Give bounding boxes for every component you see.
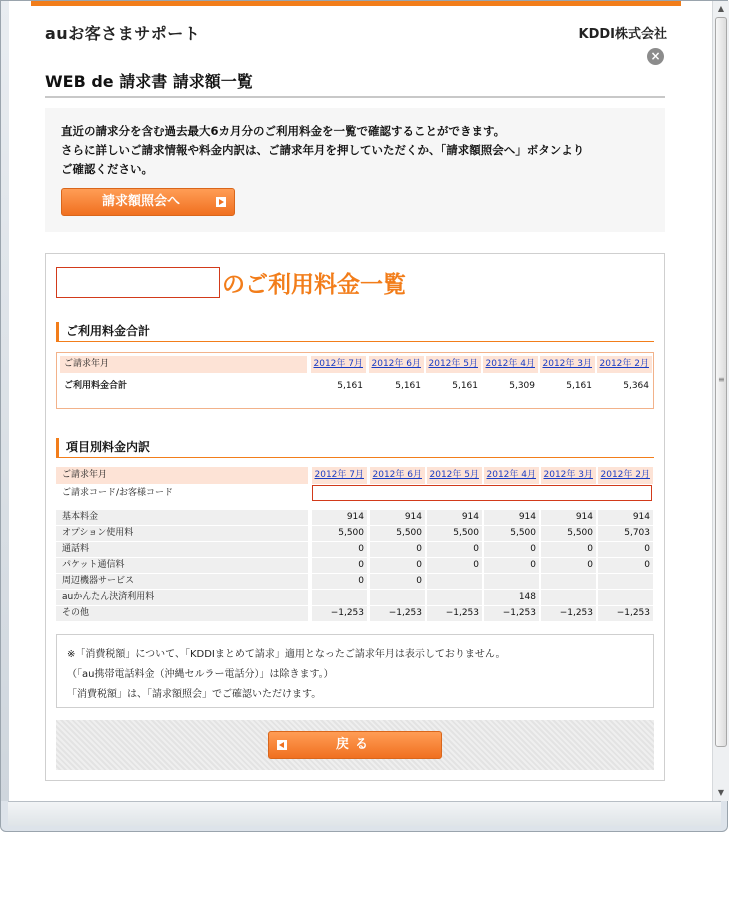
detail-month-link[interactable]: 2012年 5月 [427, 467, 482, 484]
page-title: WEB de 請求書 請求額一覧 [45, 72, 253, 91]
detail-row-value: 0 [370, 542, 425, 557]
summary-month-link[interactable]: 2012年 5月 [426, 356, 481, 373]
detail-row-value [541, 590, 596, 605]
summary-section-title: ご利用料金合計 [56, 322, 654, 342]
back-button-area [56, 720, 654, 770]
detail-row-value: 0 [598, 542, 653, 557]
detail-row-value: 914 [541, 510, 596, 525]
vertical-scrollbar[interactable] [712, 1, 729, 801]
detail-row-value [541, 574, 596, 589]
detail-row-value: 5,500 [541, 526, 596, 541]
detail-row-value: 0 [541, 542, 596, 557]
billing-list-heading: のご利用料金一覧 [222, 272, 406, 298]
scroll-up-icon[interactable]: ▲ [717, 4, 725, 13]
summary-table [56, 352, 654, 409]
detail-row-value: 0 [427, 558, 482, 573]
detail-row-value [484, 574, 539, 589]
notice-text [61, 122, 661, 179]
billing-inquiry-button[interactable] [61, 188, 235, 216]
detail-row-value: 5,500 [312, 526, 367, 541]
detail-row-value: 914 [598, 510, 653, 525]
top-accent-bar [31, 1, 681, 6]
grip-icon: ≡ [718, 375, 725, 384]
detail-month-link[interactable]: 2012年 4月 [484, 467, 539, 484]
detail-row-label: 基本料金 [56, 510, 308, 525]
detail-row-value: 0 [427, 542, 482, 557]
notes-box [56, 634, 654, 708]
summary-total-value: 5,161 [337, 381, 363, 391]
company-name: KDDI株式会社 [578, 27, 667, 42]
detail-row-value [427, 590, 482, 605]
table-row [56, 526, 654, 542]
detail-row-value: 0 [541, 558, 596, 573]
billing-list-panel [45, 253, 665, 781]
summary-total-value: 5,161 [566, 381, 592, 391]
notice-line-1: 直近の請求分を含む過去最大6カ月分のご利用料金を一覧で確認することができます。 [61, 124, 506, 138]
detail-row-value: 0 [312, 574, 367, 589]
summary-month-link[interactable]: 2012年 7月 [311, 356, 366, 373]
detail-row-label: 周辺機器サービス [56, 574, 308, 589]
summary-month-link[interactable]: 2012年 6月 [369, 356, 424, 373]
detail-row-value: −1,253 [541, 606, 596, 621]
detail-row-value: 0 [484, 558, 539, 573]
summary-month-link[interactable]: 2012年 3月 [540, 356, 595, 373]
summary-total-label: ご利用料金合計 [64, 381, 128, 391]
detail-row-value: −1,253 [484, 606, 539, 621]
detail-row-label: オプション使用料 [56, 526, 308, 541]
summary-total-value: 5,364 [623, 381, 649, 391]
detail-row-value: 0 [370, 558, 425, 573]
notice-box [45, 108, 665, 232]
scrollbar-thumb[interactable] [715, 17, 727, 747]
detail-row-value [312, 590, 367, 605]
detail-row-value: 5,703 [598, 526, 653, 541]
note-line-1: ※「消費税額」について、「KDDIまとめて請求」適用となったご請求年月は表示しておりません。 [67, 649, 506, 660]
note-line-3: 「消費税額」は、「請求額照会」でご確認いただけます。 [67, 689, 322, 700]
arrow-right-icon [216, 197, 226, 207]
detail-row-value: 914 [370, 510, 425, 525]
notice-line-2: さらに詳しいご請求情報や料金内訳は、ご請求年月を押していただくか、「請求額照会へ」ボタンより [61, 143, 585, 157]
detail-row-value: 148 [484, 590, 539, 605]
detail-row-value: 5,500 [484, 526, 539, 541]
summary-month-link[interactable]: 2012年 4月 [483, 356, 538, 373]
detail-row-value: 0 [312, 542, 367, 557]
table-row [56, 558, 654, 574]
brand-logo: auお客さまサポート [45, 24, 201, 43]
arrow-left-icon [277, 740, 287, 750]
detail-month-link[interactable]: 2012年 3月 [541, 467, 596, 484]
summary-total-value: 5,309 [509, 381, 535, 391]
detail-month-link[interactable]: 2012年 2月 [598, 467, 653, 484]
detail-month-link[interactable]: 2012年 6月 [370, 467, 425, 484]
detail-row-value: 0 [312, 558, 367, 573]
detail-row-value: 914 [484, 510, 539, 525]
scroll-down-icon[interactable]: ▼ [717, 788, 725, 797]
notes-text [67, 645, 506, 705]
window-left-frame [1, 1, 9, 801]
close-icon[interactable]: × [647, 48, 664, 65]
detail-row-value: 0 [598, 558, 653, 573]
detail-row-value [370, 590, 425, 605]
detail-month-link[interactable]: 2012年 7月 [312, 467, 367, 484]
table-row [56, 606, 654, 622]
back-button[interactable] [268, 731, 442, 759]
billing-code-field [312, 485, 652, 501]
summary-total-value: 5,161 [452, 381, 478, 391]
detail-row-value: 914 [427, 510, 482, 525]
notice-line-3: ご確認ください。 [61, 162, 153, 176]
table-row [56, 574, 654, 590]
detail-row-label: 通話料 [56, 542, 308, 557]
title-divider [45, 96, 665, 98]
detail-row-label: パケット通信料 [56, 558, 308, 573]
status-bar [8, 801, 721, 826]
back-button-label: 戻る [335, 737, 374, 752]
detail-row-value: −1,253 [370, 606, 425, 621]
page-viewport [9, 1, 725, 801]
table-row [56, 542, 654, 558]
customer-name-field [56, 267, 220, 298]
summary-month-link[interactable]: 2012年 2月 [597, 356, 652, 373]
detail-month-label: ご請求年月 [56, 467, 308, 484]
detail-row-value: 0 [484, 542, 539, 557]
detail-row-value: −1,253 [598, 606, 653, 621]
detail-row-value [598, 574, 653, 589]
detail-row-value: 914 [312, 510, 367, 525]
summary-total-value: 5,161 [395, 381, 421, 391]
detail-row-label: auかんたん決済利用料 [56, 590, 308, 605]
detail-row-value: 5,500 [370, 526, 425, 541]
note-line-2: （「au携帯電話料金（沖縄セルラー電話分）」は除きます。） [67, 669, 334, 680]
table-row [56, 590, 654, 606]
detail-row-label: その他 [56, 606, 308, 621]
summary-month-label: ご請求年月 [60, 356, 307, 373]
detail-row-value [427, 574, 482, 589]
code-label: ご請求コード/お客様コード [62, 488, 174, 498]
detail-row-value: 5,500 [427, 526, 482, 541]
detail-section-title: 項目別料金内訳 [56, 438, 654, 458]
detail-row-value [598, 590, 653, 605]
detail-row-value: −1,253 [312, 606, 367, 621]
detail-row-value: −1,253 [427, 606, 482, 621]
table-row [56, 510, 654, 526]
billing-inquiry-button-label: 請求額照会へ [102, 194, 181, 209]
detail-row-value: 0 [370, 574, 425, 589]
